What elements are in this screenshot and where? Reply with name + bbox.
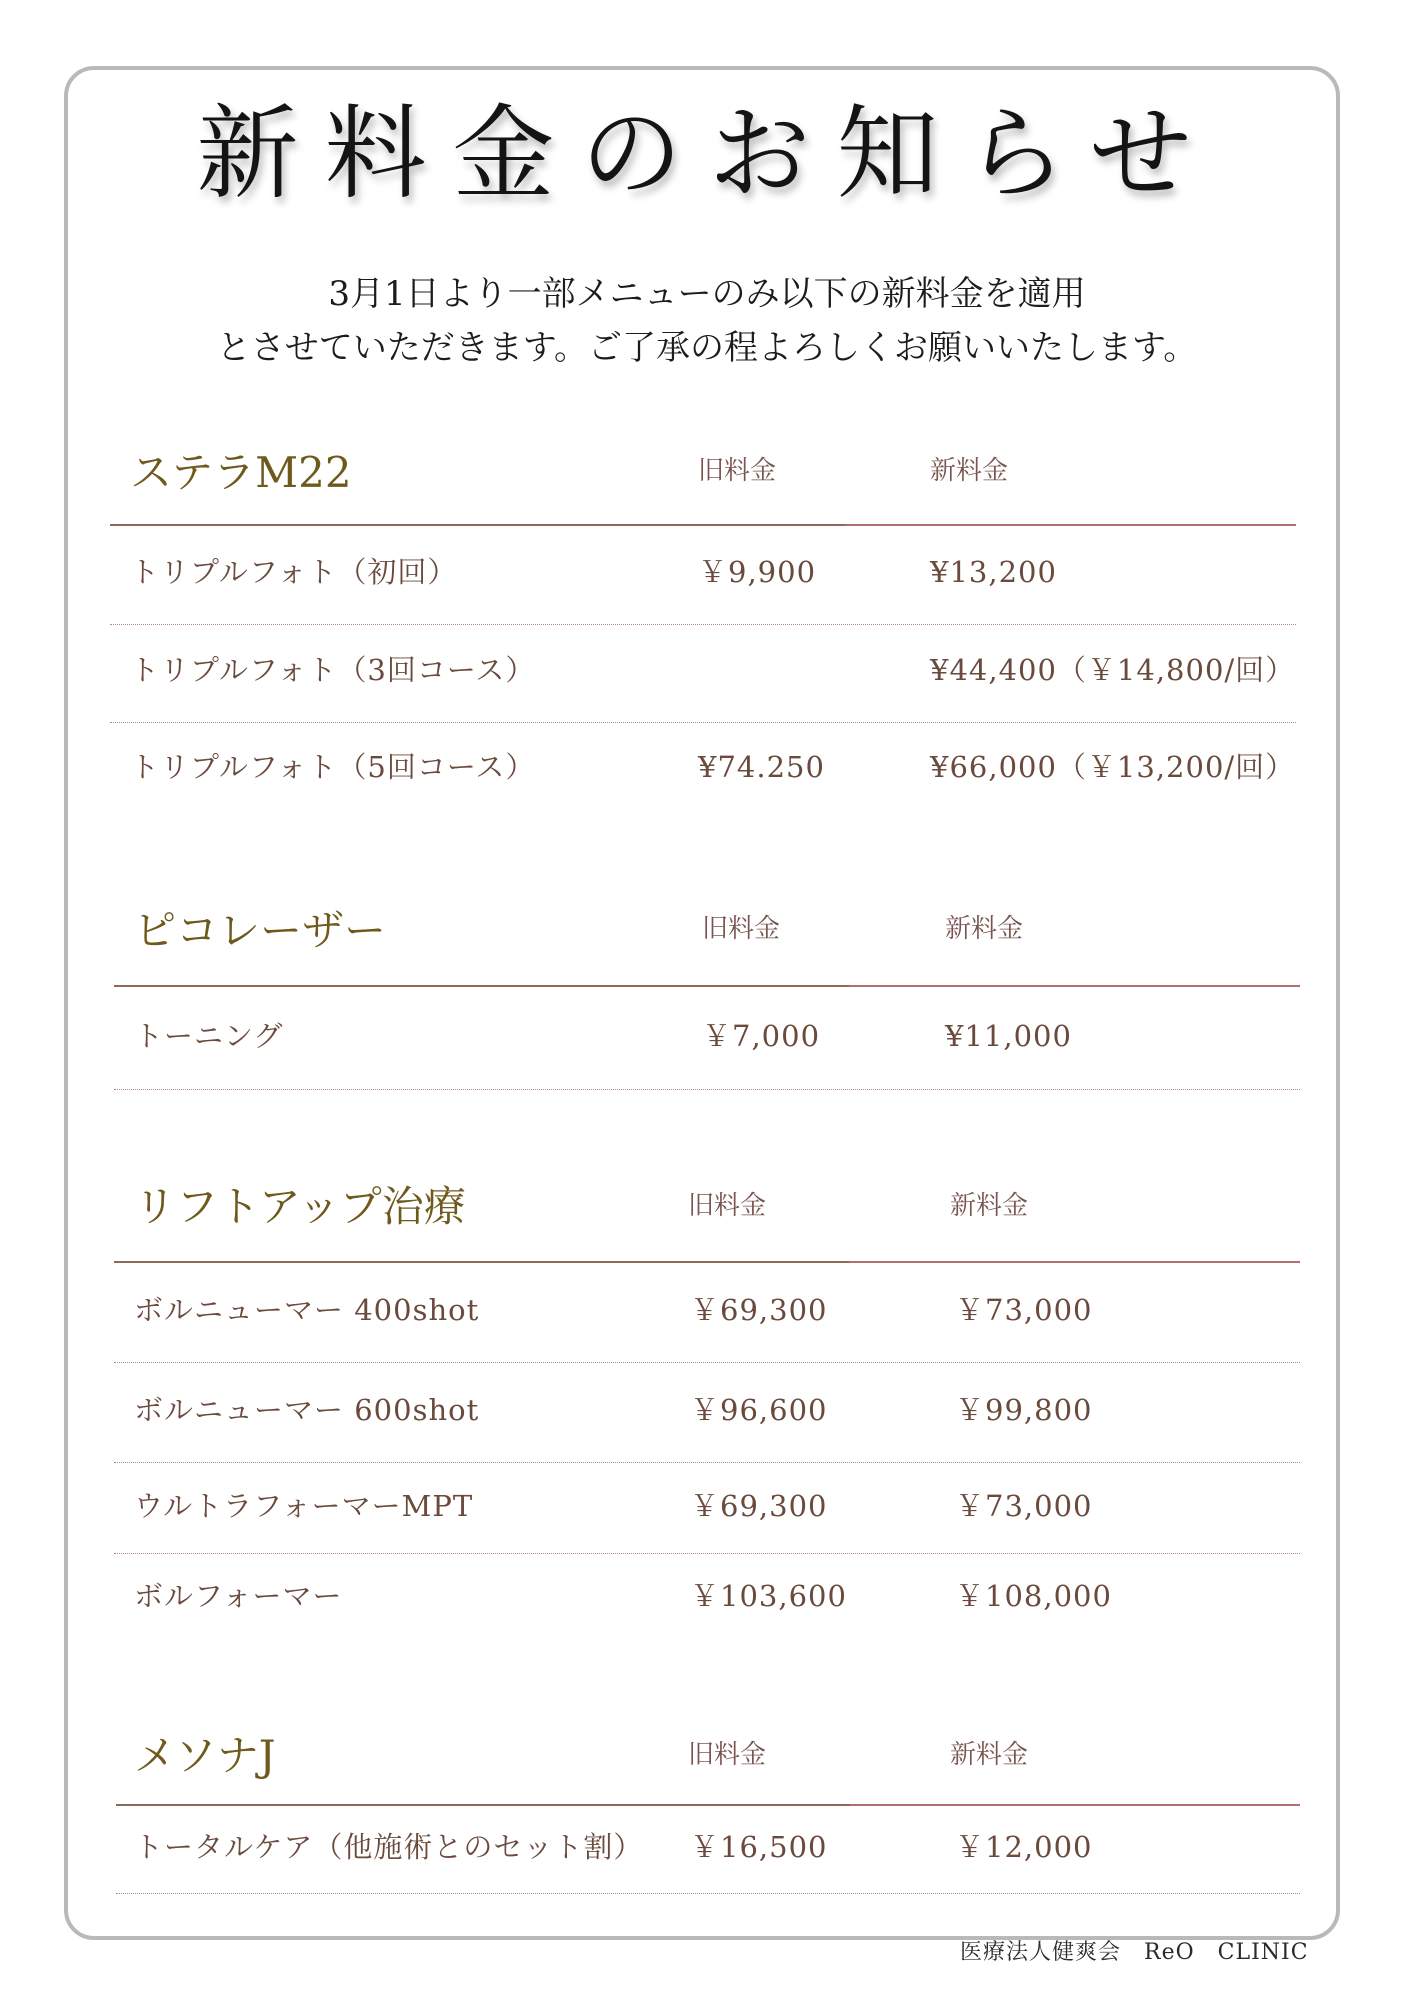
row-label: ウルトラフォーマーMPT bbox=[134, 1489, 474, 1523]
row-divider bbox=[114, 1553, 1300, 1554]
row-old-price: ￥9,900 bbox=[698, 555, 817, 589]
row-divider bbox=[116, 1893, 1300, 1894]
intro-line-2: とさせていただきます。ご了承の程よろしくお願いいたします。 bbox=[216, 328, 1198, 368]
old-price-header: 旧料金 bbox=[698, 456, 777, 486]
row-old-price: ￥16,500 bbox=[690, 1830, 828, 1864]
row-label: トータルケア（他施術とのセット割） bbox=[134, 1830, 644, 1864]
old-price-header: 旧料金 bbox=[688, 1191, 767, 1221]
row-new-price: ￥108,000 bbox=[955, 1579, 1112, 1613]
section-rule bbox=[114, 1261, 1300, 1263]
section-rule bbox=[110, 524, 1296, 526]
old-price-header: 旧料金 bbox=[688, 1740, 767, 1770]
row-divider bbox=[114, 1089, 1300, 1090]
new-price-header: 新料金 bbox=[950, 1191, 1029, 1221]
row-new-price: ¥13,200 bbox=[930, 555, 1057, 589]
new-price-header: 新料金 bbox=[930, 456, 1009, 486]
row-divider bbox=[110, 624, 1296, 625]
row-label: トーニング bbox=[134, 1019, 284, 1053]
row-divider bbox=[114, 1362, 1300, 1363]
section-title: リフトアップ治療 bbox=[134, 1182, 466, 1231]
section-title: ステラM22 bbox=[130, 448, 352, 497]
row-new-price: ¥11,000 bbox=[945, 1019, 1072, 1053]
row-old-price: ¥74.250 bbox=[698, 750, 825, 784]
row-label: ボルニューマー 600shot bbox=[134, 1393, 480, 1427]
row-label: トリプルフォト（初回） bbox=[130, 555, 458, 589]
row-old-price: ￥96,600 bbox=[690, 1393, 828, 1427]
intro-line-1: 3月1日より一部メニューのみ以下の新料金を適用 bbox=[328, 274, 1086, 314]
row-new-price: ￥12,000 bbox=[955, 1830, 1093, 1864]
old-price-header: 旧料金 bbox=[702, 914, 781, 944]
row-label: トリプルフォト（3回コース） bbox=[130, 653, 536, 687]
row-divider bbox=[114, 1462, 1300, 1463]
row-new-price: ¥44,400（￥14,800/回） bbox=[930, 653, 1296, 687]
section-title: メソナJ bbox=[134, 1731, 276, 1780]
new-price-header: 新料金 bbox=[950, 1740, 1029, 1770]
page-title: 新料金のお知らせ bbox=[196, 95, 1218, 214]
row-old-price: ￥69,300 bbox=[690, 1489, 828, 1523]
new-price-header: 新料金 bbox=[945, 914, 1024, 944]
section-title: ピコレーザー bbox=[134, 906, 387, 955]
row-divider bbox=[110, 722, 1296, 723]
row-old-price: ￥69,300 bbox=[690, 1293, 828, 1327]
row-old-price: ￥7,000 bbox=[702, 1019, 821, 1053]
row-new-price: ￥73,000 bbox=[955, 1293, 1093, 1327]
row-new-price: ￥73,000 bbox=[955, 1489, 1093, 1523]
row-label: ボルフォーマー bbox=[134, 1579, 343, 1613]
row-label: トリプルフォト（5回コース） bbox=[130, 750, 536, 784]
row-old-price: ￥103,600 bbox=[690, 1579, 847, 1613]
section-rule bbox=[114, 985, 1300, 987]
clinic-name-footer: 医療法人健爽会 ReO CLINIC bbox=[960, 1940, 1309, 1965]
row-new-price: ￥99,800 bbox=[955, 1393, 1093, 1427]
row-label: ボルニューマー 400shot bbox=[134, 1293, 480, 1327]
row-new-price: ¥66,000（￥13,200/回） bbox=[930, 750, 1296, 784]
section-rule bbox=[116, 1804, 1300, 1806]
